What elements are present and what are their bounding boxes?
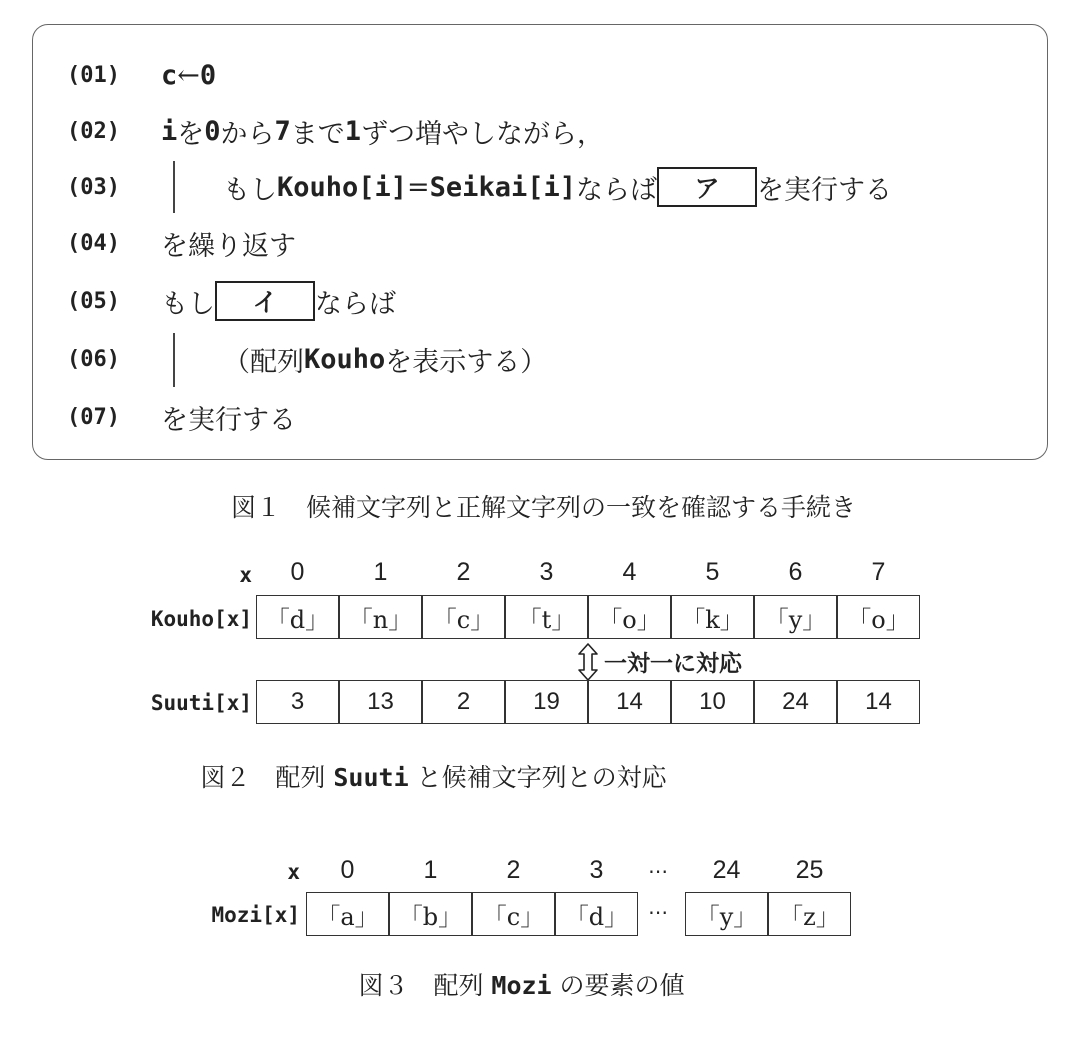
- figure2-caption: [0, 758, 977, 794]
- index-label: 2: [456, 558, 471, 586]
- kouho-label: Kouho[x]: [150, 607, 252, 631]
- index-label: 0: [290, 558, 305, 586]
- loop-end: 7: [274, 115, 291, 147]
- kouho-cell: 「c」: [422, 595, 505, 639]
- suuti-cell: 13: [339, 680, 422, 724]
- suuti-cell: 24: [754, 680, 837, 724]
- x-label: x: [287, 860, 300, 884]
- index-label: 5: [705, 558, 720, 586]
- mozi-cell: 「c」: [472, 892, 555, 936]
- line-number: (03): [67, 174, 120, 200]
- index-label: 7: [871, 558, 886, 586]
- ellipsis: ⋯: [648, 859, 668, 883]
- procedure-box: [32, 24, 1048, 460]
- mozi-cell: 「a」: [306, 892, 389, 936]
- figure1-caption: 図１ 候補文字列と正解文字列の一致を確認する手続き: [230, 493, 856, 522]
- loop-step: 1: [344, 115, 362, 147]
- mozi-label: Mozi[x]: [211, 903, 300, 927]
- code-text: ずつ増やしながら，: [361, 118, 605, 150]
- index-label: 4: [622, 558, 637, 586]
- suuti-label: Suuti[x]: [150, 691, 252, 715]
- kouho-cell: 「d」: [256, 595, 339, 639]
- suuti-cell: 14: [588, 680, 671, 724]
- index-label: 25: [795, 856, 824, 884]
- array-kouho: Kouho: [304, 343, 386, 375]
- suuti-cell: 2: [422, 680, 505, 724]
- indent-bar: [173, 161, 175, 213]
- kouho-cell: 「y」: [754, 595, 837, 639]
- x-label: x: [239, 563, 252, 587]
- figure3-caption: [0, 966, 1065, 1002]
- assign-arrow: ←: [177, 59, 200, 91]
- caption-text: の要素の値: [551, 971, 685, 1000]
- suuti-cell: 14: [837, 680, 920, 724]
- line-number: (05): [67, 288, 120, 314]
- kouho-cell: 「o」: [837, 595, 920, 639]
- index-label: 24: [712, 856, 741, 884]
- code-text: を実行する: [161, 404, 296, 436]
- caption-text: 図２ 配列: [200, 763, 334, 792]
- kouho-i: Kouho[i]: [277, 171, 408, 203]
- var-c: c: [161, 59, 178, 91]
- mozi-cell: 「z」: [768, 892, 851, 936]
- caption-text: と候補文字列との対応: [408, 763, 667, 792]
- suuti-cell: 10: [671, 680, 754, 724]
- kouho-cell: 「o」: [588, 595, 671, 639]
- code-text: もし: [161, 288, 215, 320]
- loop-start: 0: [204, 115, 221, 147]
- line-number: (01): [67, 62, 120, 88]
- indent-bar: [173, 333, 175, 387]
- code-text: ならば: [575, 174, 657, 206]
- code-text: を繰り返す: [161, 230, 296, 262]
- correspondence-label: 一対一に対応: [604, 651, 742, 677]
- line-number: (06): [67, 346, 120, 372]
- kouho-cell: 「t」: [505, 595, 588, 639]
- value-zero: 0: [199, 59, 217, 91]
- blank-a-box: ア: [657, 167, 757, 207]
- code-text: もし: [223, 174, 277, 206]
- ellipsis: ⋯: [648, 900, 668, 924]
- equals-sign: =: [407, 171, 430, 203]
- index-label: 2: [506, 856, 521, 884]
- caption-text: 図３ 配列: [358, 971, 492, 1000]
- line-number: (02): [67, 118, 120, 144]
- double-arrow-icon: [575, 642, 601, 682]
- code-text: （配列: [223, 346, 304, 378]
- line-number: (04): [67, 230, 120, 256]
- seikai-i: Seikai[i]: [429, 171, 576, 203]
- blank-i-box: イ: [215, 281, 315, 321]
- kouho-cell: 「n」: [339, 595, 422, 639]
- index-label: 1: [423, 856, 438, 884]
- suuti-cell: 3: [256, 680, 339, 724]
- index-label: 0: [340, 856, 355, 884]
- code-text: から: [220, 118, 275, 150]
- code-text: を表示する）: [385, 346, 548, 378]
- mozi-cell: 「b」: [389, 892, 472, 936]
- caption-array-name: Suuti: [333, 763, 409, 792]
- index-label: 1: [373, 558, 388, 586]
- code-text: まで: [290, 118, 345, 150]
- mozi-cell: 「y」: [685, 892, 768, 936]
- kouho-cell: 「k」: [671, 595, 754, 639]
- code-text: を実行する: [756, 174, 892, 206]
- code-text: ならば: [315, 288, 396, 320]
- caption-array-name: Mozi: [491, 971, 552, 1000]
- index-label: 3: [589, 856, 604, 884]
- line-number: (07): [67, 404, 120, 430]
- index-label: 6: [788, 558, 803, 586]
- code-text: を: [177, 118, 205, 150]
- index-label: 3: [539, 558, 554, 586]
- mozi-cell: 「d」: [555, 892, 638, 936]
- suuti-cell: 19: [505, 680, 588, 724]
- var-i: i: [161, 115, 178, 147]
